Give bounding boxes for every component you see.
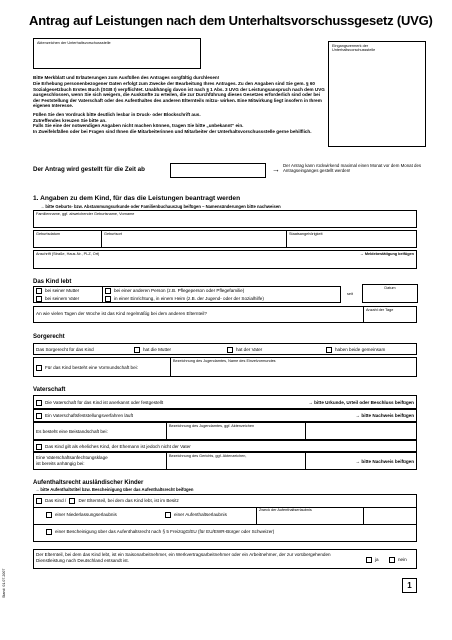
saison-ja-checkbox[interactable]: [366, 557, 372, 563]
kindlebt-options: [33, 286, 341, 303]
aufenthalt-erlaubnis-label: einer Aufenthaltserlaubnis: [174, 512, 227, 518]
aufenthalt-niederlassung-checkbox[interactable]: [46, 512, 52, 518]
vaterschaft-r1-checkbox[interactable]: [36, 400, 42, 406]
sorgerecht-mutter-label: hat die Mutter: [143, 347, 172, 353]
anfechtung-field[interactable]: [166, 453, 306, 469]
vormund-jugendamt-label: Bezeichnung des Jugendamtes, Name des Einzelvormundes: [173, 359, 276, 363]
aufenthalt-elternteil-label: Der Elternteil, bei dem das Kind lebt, ist im Besitz: [78, 498, 179, 504]
kindlebt-question-row: [33, 306, 417, 323]
kindlebt-anzahl-label: Anzahl der Tage: [366, 308, 394, 312]
saison-nein-label: nein: [398, 557, 407, 563]
vaterschaft-r2-note: → bitte Nachweis beifügen: [355, 413, 414, 418]
vormund-checkbox[interactable]: [36, 365, 42, 371]
aufenthalt-erlaubnis-checkbox[interactable]: [165, 512, 171, 518]
vaterschaft-r4: [33, 440, 417, 452]
intro-p3a: Füllen Sie den Vordruck bitte deutlich lesbar in Druck- oder Blockschrift aus.: [33, 112, 201, 118]
vaterschaft-r2-option[interactable]: [36, 413, 133, 419]
zweck-label: Zweck der Aufenthaltserlaubnis: [259, 508, 312, 512]
intro-p3d: In Zweifelsfällen oder bei Fragen sind Ihnen die Mitarbeiterinnen und Mitarbeiter der Unterhaltsvorschussstelle gerne behilflich.: [33, 128, 312, 134]
aktenzeichen-field[interactable]: [33, 38, 201, 69]
form-title: Antrag auf Leistungen nach dem Unterhaltsvorschussgesetz (UVG): [29, 13, 433, 28]
aufenthalt-elternteil-checkbox[interactable]: [69, 498, 75, 504]
kindlebt-question: An wie vielen Tagen der Woche ist das Kind regelmäßig bei dem anderen Elternteil?: [36, 311, 207, 316]
sorgerecht-title: Sorgerecht: [33, 334, 65, 340]
kindlebt-andere-checkbox[interactable]: [105, 288, 111, 294]
kindlebt-vater-checkbox[interactable]: [36, 296, 42, 302]
saison-nein-checkbox[interactable]: [389, 557, 395, 563]
meldebest-note: → Meldebestätigung beifügen: [359, 252, 414, 256]
section1-title: 1. Angaben zu dem Kind, für das die Leistungen beantragt werden: [33, 195, 241, 202]
vaterschaft-r4-label: Das Kind gilt als eheliches Kind, der Ehemann ist jedoch nicht der Vater: [45, 443, 191, 449]
kindlebt-einrichtung[interactable]: [105, 296, 264, 302]
sorgerecht-vater-label: hat der Vater: [236, 347, 263, 353]
zeitab-arrow: →: [272, 165, 280, 174]
staatsang-field[interactable]: [287, 231, 416, 247]
eingangsvermerk-label: Eingangsvermerk der Unterhaltsvorschussstelle: [332, 44, 376, 53]
saison-ja-label: ja: [375, 557, 379, 563]
kindlebt-datum-field[interactable]: [362, 284, 418, 303]
vaterschaft-r5-label-a: Eine Vaterschaftsanfechtungsklage: [36, 455, 108, 460]
anschrift-field[interactable]: [33, 250, 417, 269]
intro-p1: Bitte Merkblatt und Erläuterungen zum Ausfüllen des Antrages sorgfältig durchlesen!: [33, 75, 220, 80]
aufenthalt-kind-label: Das Kind /: [45, 498, 67, 504]
geburtsdatum-field[interactable]: [34, 231, 102, 247]
intro-p2: Die Erhebung personenbezogener Daten erfolgt zum Zwecke der Bearbeitung Ihres Antrages. Zu den Angaben sind Sie gem. § 60 Sozialgesetzbuch Erstes Buch (SGB I) verpflichtet. Unabhängig davon ist nach § 1 Abs. 3 UVG der Leistungsanspruch nach dem UVG ausgeschlossen, wenn Sie sich weigern, die Auskünfte zu erteilen, die zur Durchführung dieses Gesetzes erforderlich sind oder bei der Feststellung der Vaterschaft oder des Aufenthaltes des anderen Elternteils mitzu- wirken. Eine Mitwirkung liegt insofern in Ihrem eigenen Interesse.: [33, 81, 325, 109]
kindlebt-title: Das Kind lebt: [33, 279, 72, 285]
child-name-field[interactable]: [33, 210, 417, 228]
vaterschaft-r5-note: → bitte Nachweis beifügen: [355, 459, 414, 464]
aufenthalt-freizuegig-checkbox[interactable]: [46, 529, 52, 535]
staatsang-label: Staatsangehörigkeit: [289, 232, 323, 236]
aufenthalt-title: Aufenthaltsrecht ausländischer Kinder: [33, 480, 144, 486]
sorgerecht-row: [33, 343, 417, 355]
sorgerecht-beide-label: haben beide gemeinsam: [335, 347, 386, 353]
vaterschaft-r4-checkbox[interactable]: [36, 444, 42, 450]
page-number: 1: [402, 578, 417, 593]
section1-sub: → bitte Geburts- bzw. Abstammungsurkunde oder Familienbuchauszug beifügen – Namensänderungen bitte nachweisen: [40, 204, 281, 209]
sorgerecht-label: Das Sorgerecht für das Kind: [36, 347, 94, 352]
intro-p3b: Zutreffendes kreuzen Sie bitte an.: [33, 117, 107, 123]
vaterschaft-r5: [33, 452, 417, 470]
kindlebt-datum-label: Datum: [384, 286, 396, 290]
geburtsort-label: Geburtsort: [104, 232, 122, 236]
vaterschaft-title: Vaterschaft: [33, 387, 66, 393]
vaterschaft-r1-option[interactable]: [36, 400, 163, 406]
kindlebt-seit: seit: [347, 292, 353, 296]
vaterschaft-r5-label-b: ist bereits anhängig bei:: [36, 461, 85, 466]
stand-label: Stand: 01.07.2007: [2, 568, 6, 598]
zeitab-label: Der Antrag wird gestellt für die Zeit ab: [33, 166, 145, 173]
saison-text: Der Elternteil, bei dem das Kind lebt, ist ein Saisonarbeitnehmer, ein Werkvertragsarbeitnehmer oder ein Arbeitnehmer, der zur vorübergehenden Dienstleistung nach Deutschland entsandt ist.: [36, 552, 331, 563]
child-birth-row: [33, 230, 417, 248]
saison-ja[interactable]: [366, 557, 379, 563]
sorgerecht-mutter-checkbox[interactable]: [134, 347, 140, 353]
kindlebt-einrichtung-checkbox[interactable]: [105, 296, 111, 302]
anschrift-label: Anschrift (Straße, Haus-Nr., PLZ, Ort): [36, 252, 100, 256]
aufenthalt-kind-checkbox[interactable]: [36, 498, 42, 504]
geburtsort-field[interactable]: [102, 231, 287, 247]
vormund-row: [33, 357, 417, 377]
beistand-label: Bezeichnung des Jugendamtes, ggf. Aktenzeichen: [169, 424, 255, 428]
intro-text: [33, 75, 325, 134]
kindlebt-mutter-label: bei seiner Mutter: [45, 288, 80, 294]
vaterschaft-r2-checkbox[interactable]: [36, 413, 42, 419]
vaterschaft-r3: [33, 422, 417, 440]
vormund-checkbox-row[interactable]: [36, 365, 138, 371]
aktenzeichen-label: Aktenzeichen der Unterhaltsvorschussstelle: [37, 41, 111, 45]
kindlebt-anzahl-field[interactable]: [363, 307, 416, 322]
vaterschaft-r1: [33, 395, 417, 409]
vaterschaft-r2: [33, 409, 417, 422]
aufenthalt-freizuegig[interactable]: [46, 529, 274, 535]
sorgerecht-mutter[interactable]: [134, 347, 171, 353]
stand-note: [2, 550, 8, 610]
saison-nein[interactable]: [389, 557, 407, 563]
aufenthalt-box: [33, 494, 417, 542]
vormund-label: Für das Kind besteht eine Vormundschaft bei:: [45, 365, 138, 371]
vormund-jugendamt-field[interactable]: [170, 358, 416, 376]
vaterschaft-r2-label: Ein Vaterschaftsfeststellungsverfahren läuft: [45, 413, 134, 419]
intro-p3c: Falls Sie eine der notwendigen Angaben nicht machen können, tragen Sie bitte „unbekannt“ ein.: [33, 123, 244, 129]
kindlebt-einrichtung-label: in einer Einrichtung, in einem Heim (z.B. der Jugend- oder der Sozialhilfe): [114, 295, 264, 301]
aufenthalt-sub: → bitte Aufenthaltstitel bzw. Bescheinigung über das Aufenthaltsrecht beifügen: [35, 487, 194, 492]
geburtsdatum-label: Geburtsdatum: [36, 232, 61, 236]
aufenthalt-r1: [36, 498, 179, 504]
vaterschaft-r1-label: Die Vaterschaft für das Kind ist anerkannt oder festgestellt: [45, 399, 164, 405]
vaterschaft-r4-option[interactable]: [36, 444, 191, 450]
aufenthalt-erlaubnis[interactable]: [165, 512, 227, 518]
child-name-label: Familienname, ggf. abweichender Geburtsname, Vorname: [36, 212, 135, 216]
zeitab-input[interactable]: [170, 163, 266, 178]
anfechtung-label: Bezeichnung des Gerichts, ggf. Aktenzeichen,: [169, 454, 247, 458]
kindlebt-andere-label: bei einer anderen Person (z.B. Pflegeperson oder Pflegefamilie): [114, 288, 245, 294]
aufenthalt-niederlassung-label: einer Niederlassungserlaubnis: [55, 512, 117, 518]
kindlebt-mutter-checkbox[interactable]: [36, 288, 42, 294]
kindlebt-vater-label: bei seinem Vater: [45, 295, 80, 301]
sorgerecht-beide[interactable]: [326, 347, 385, 353]
kindlebt-mutter[interactable]: [36, 288, 79, 294]
beistand-field[interactable]: [166, 423, 306, 439]
sorgerecht-vater[interactable]: [227, 347, 262, 353]
aufenthalt-freizuegig-label: einer Bescheinigung über das Aufenthaltsrecht nach § 5 FreizügG/EU (für EU/EWR-Bürger oder Schweizer): [55, 529, 275, 535]
zeitab-note: Der Antrag kann rückwirkend maximal einen Monat vor dem Monat des Antragseinganges gestellt werden!: [283, 163, 422, 174]
kindlebt-andere[interactable]: [105, 288, 244, 294]
sorgerecht-vater-checkbox[interactable]: [227, 347, 233, 353]
vaterschaft-r3-label: Es besteht eine Beistandschaft bei:: [36, 429, 108, 434]
saison-row: [33, 549, 417, 569]
sorgerecht-beide-checkbox[interactable]: [326, 347, 332, 353]
kindlebt-vater[interactable]: [36, 296, 79, 302]
aufenthalt-niederlassung[interactable]: [46, 512, 117, 518]
vaterschaft-r1-note: → bitte Urkunde, Urteil oder Beschluss beifügen: [308, 399, 414, 405]
zweck-field[interactable]: [256, 507, 364, 524]
